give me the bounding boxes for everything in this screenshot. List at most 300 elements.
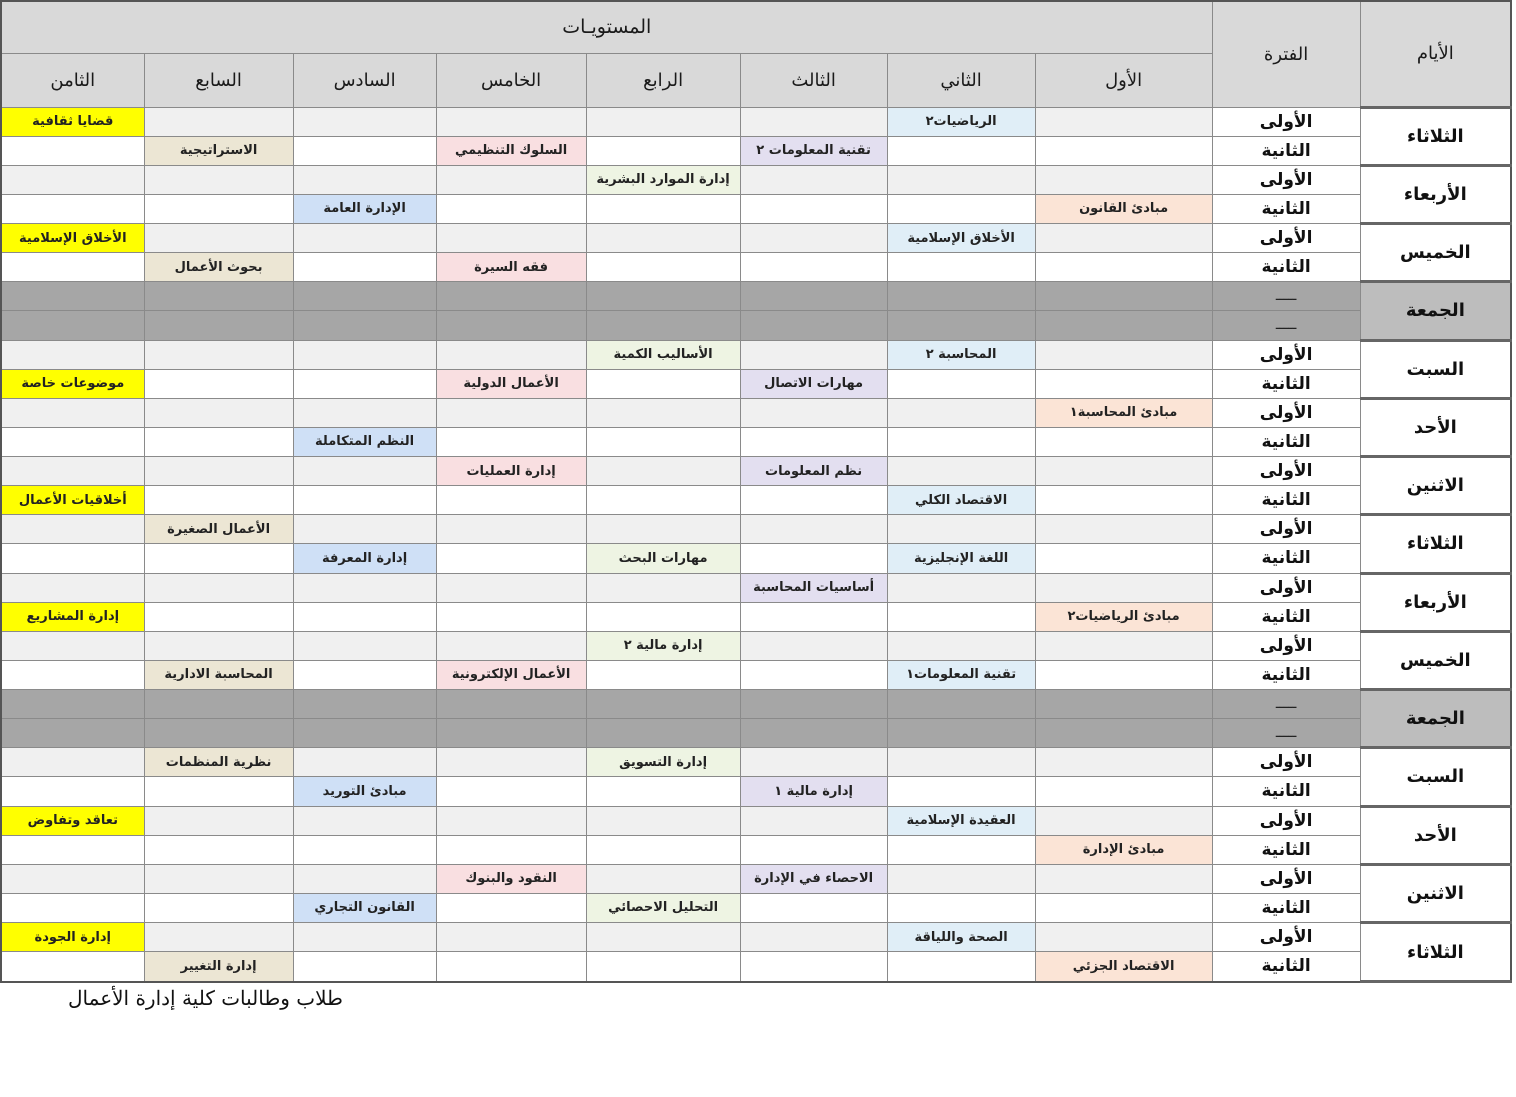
empty-cell	[436, 923, 586, 952]
empty-cell	[887, 777, 1035, 806]
empty-cell	[887, 864, 1035, 893]
empty-cell	[293, 398, 436, 427]
day-cell: الثلاثاء	[1360, 515, 1511, 573]
course-cell: المحاسبة الادارية	[144, 660, 293, 689]
empty-cell	[887, 457, 1035, 486]
empty-cell	[436, 573, 586, 602]
empty-cell	[1035, 690, 1212, 719]
period-cell: الثانية	[1212, 835, 1360, 864]
footer-note: طلاب وطالبات كلية إدارة الأعمال	[68, 986, 343, 1010]
empty-cell	[740, 719, 887, 748]
course-cell: الرياضيات٢	[887, 107, 1035, 136]
empty-cell	[740, 631, 887, 660]
empty-cell	[293, 253, 436, 282]
empty-cell	[144, 690, 293, 719]
empty-cell	[293, 224, 436, 253]
day-cell: الأحد	[1360, 398, 1511, 456]
empty-cell	[887, 952, 1035, 982]
schedule-row	[1, 224, 1511, 253]
empty-cell	[740, 311, 887, 340]
empty-cell	[1035, 923, 1212, 952]
empty-cell	[740, 893, 887, 922]
empty-cell	[144, 107, 293, 136]
empty-cell	[293, 835, 436, 864]
empty-cell	[436, 282, 586, 311]
empty-cell	[740, 194, 887, 223]
schedule-row	[1, 369, 1511, 398]
day-cell: الخميس	[1360, 224, 1511, 282]
empty-cell	[144, 806, 293, 835]
day-cell: الأربعاء	[1360, 573, 1511, 631]
period-cell: الثانية	[1212, 486, 1360, 515]
empty-cell	[1035, 893, 1212, 922]
empty-cell	[887, 253, 1035, 282]
empty-cell	[887, 690, 1035, 719]
course-cell: مبادئ التوريد	[293, 777, 436, 806]
empty-cell	[887, 136, 1035, 165]
empty-cell	[1035, 165, 1212, 194]
period-cell: الثانية	[1212, 136, 1360, 165]
empty-cell	[1, 748, 144, 777]
period-cell: الثانية	[1212, 602, 1360, 631]
period-cell: الأولى	[1212, 457, 1360, 486]
empty-cell	[1035, 457, 1212, 486]
course-cell: مهارات الاتصال	[740, 369, 887, 398]
empty-cell	[293, 602, 436, 631]
empty-cell	[740, 107, 887, 136]
empty-cell	[1, 952, 144, 982]
empty-cell	[1, 864, 144, 893]
empty-cell	[293, 923, 436, 952]
period-cell: الثانية	[1212, 369, 1360, 398]
schedule-row	[1, 194, 1511, 223]
period-cell: ـــــ	[1212, 690, 1360, 719]
period-cell: الأولى	[1212, 398, 1360, 427]
course-cell: الاقتصاد الجزئي	[1035, 952, 1212, 982]
empty-cell	[740, 660, 887, 689]
empty-cell	[436, 806, 586, 835]
empty-cell	[293, 515, 436, 544]
empty-cell	[436, 748, 586, 777]
empty-cell	[293, 340, 436, 369]
empty-cell	[740, 398, 887, 427]
course-cell: مبادئ الرياضيات٢	[1035, 602, 1212, 631]
day-cell: السبت	[1360, 340, 1511, 398]
empty-cell	[1, 253, 144, 282]
empty-cell	[436, 107, 586, 136]
course-cell: العقيدة الإسلامية	[887, 806, 1035, 835]
course-cell: الصحة واللياقة	[887, 923, 1035, 952]
empty-cell	[144, 923, 293, 952]
empty-cell	[740, 602, 887, 631]
empty-cell	[1, 282, 144, 311]
course-cell: اللغة الإنجليزية	[887, 544, 1035, 573]
course-cell: قضايا ثقافية	[1, 107, 144, 136]
course-cell: أساسيات المحاسبة	[740, 573, 887, 602]
course-cell: القانون التجاري	[293, 893, 436, 922]
course-cell: موضوعات خاصة	[1, 369, 144, 398]
empty-cell	[144, 165, 293, 194]
empty-cell	[1035, 748, 1212, 777]
empty-cell	[1035, 660, 1212, 689]
schedule-row	[1, 107, 1511, 136]
empty-cell	[1035, 631, 1212, 660]
course-cell: إدارة التسويق	[586, 748, 740, 777]
empty-cell	[1, 165, 144, 194]
course-cell: بحوث الأعمال	[144, 253, 293, 282]
empty-cell	[887, 369, 1035, 398]
empty-cell	[586, 835, 740, 864]
empty-cell	[887, 398, 1035, 427]
empty-cell	[1035, 253, 1212, 282]
course-cell: فقه السيرة	[436, 253, 586, 282]
empty-cell	[1035, 107, 1212, 136]
day-cell: الثلاثاء	[1360, 107, 1511, 165]
empty-cell	[1, 835, 144, 864]
empty-cell	[740, 690, 887, 719]
empty-cell	[586, 457, 740, 486]
period-header: الفترة	[1212, 1, 1360, 107]
empty-cell	[586, 398, 740, 427]
day-cell: الأربعاء	[1360, 165, 1511, 223]
empty-cell	[144, 194, 293, 223]
schedule-row	[1, 806, 1511, 835]
empty-cell	[740, 515, 887, 544]
empty-cell	[293, 748, 436, 777]
empty-cell	[436, 224, 586, 253]
schedule-row	[1, 340, 1511, 369]
empty-cell	[144, 573, 293, 602]
empty-cell	[586, 690, 740, 719]
empty-cell	[436, 777, 586, 806]
empty-cell	[1035, 224, 1212, 253]
empty-cell	[586, 194, 740, 223]
empty-cell	[293, 369, 436, 398]
day-cell: الجمعة	[1360, 690, 1511, 748]
empty-cell	[1035, 427, 1212, 456]
empty-cell	[1, 893, 144, 922]
empty-cell	[436, 194, 586, 223]
empty-cell	[144, 311, 293, 340]
empty-cell	[293, 486, 436, 515]
empty-cell	[436, 602, 586, 631]
course-cell: مبادئ الإدارة	[1035, 835, 1212, 864]
empty-cell	[436, 165, 586, 194]
empty-cell	[887, 311, 1035, 340]
period-cell: ـــــ	[1212, 311, 1360, 340]
empty-cell	[293, 165, 436, 194]
empty-cell	[586, 107, 740, 136]
empty-cell	[293, 311, 436, 340]
course-cell: إدارة مالية ١	[740, 777, 887, 806]
empty-cell	[586, 136, 740, 165]
schedule-row	[1, 660, 1511, 689]
day-cell: الاثنين	[1360, 864, 1511, 922]
empty-cell	[144, 631, 293, 660]
empty-cell	[1, 777, 144, 806]
empty-cell	[887, 194, 1035, 223]
empty-cell	[740, 282, 887, 311]
period-cell: الأولى	[1212, 923, 1360, 952]
empty-cell	[740, 748, 887, 777]
empty-cell	[887, 602, 1035, 631]
period-cell: الأولى	[1212, 340, 1360, 369]
empty-cell	[586, 253, 740, 282]
empty-cell	[293, 282, 436, 311]
schedule-row	[1, 544, 1511, 573]
empty-cell	[436, 311, 586, 340]
empty-cell	[144, 427, 293, 456]
empty-cell	[1, 340, 144, 369]
empty-cell	[293, 952, 436, 982]
empty-cell	[293, 660, 436, 689]
empty-cell	[1, 690, 144, 719]
period-cell: الأولى	[1212, 515, 1360, 544]
period-cell: ـــــ	[1212, 282, 1360, 311]
level-header: الأول	[1035, 53, 1212, 107]
empty-cell	[1, 660, 144, 689]
empty-cell	[586, 573, 740, 602]
level-header: الخامس	[436, 53, 586, 107]
course-cell: الأساليب الكمية	[586, 340, 740, 369]
course-cell: الاستراتيجية	[144, 136, 293, 165]
empty-cell	[144, 486, 293, 515]
empty-cell	[586, 660, 740, 689]
empty-cell	[1035, 544, 1212, 573]
course-cell: التحليل الاحصائي	[586, 893, 740, 922]
empty-cell	[436, 893, 586, 922]
period-cell: الثانية	[1212, 194, 1360, 223]
empty-cell	[586, 427, 740, 456]
schedule-row	[1, 311, 1511, 340]
empty-cell	[1035, 282, 1212, 311]
period-cell: الأولى	[1212, 107, 1360, 136]
course-cell: الأعمال الدولية	[436, 369, 586, 398]
empty-cell	[740, 340, 887, 369]
empty-cell	[1035, 573, 1212, 602]
schedule-row	[1, 486, 1511, 515]
period-cell: الثانية	[1212, 427, 1360, 456]
empty-cell	[144, 340, 293, 369]
day-cell: الخميس	[1360, 631, 1511, 689]
period-cell: الثانية	[1212, 253, 1360, 282]
schedule-row	[1, 427, 1511, 456]
empty-cell	[1, 194, 144, 223]
course-cell: النظم المتكاملة	[293, 427, 436, 456]
empty-cell	[144, 719, 293, 748]
course-cell: مبادئ القانون	[1035, 194, 1212, 223]
empty-cell	[436, 486, 586, 515]
empty-cell	[436, 719, 586, 748]
course-cell: الأعمال الإلكترونية	[436, 660, 586, 689]
period-cell: ـــــ	[1212, 719, 1360, 748]
empty-cell	[586, 602, 740, 631]
empty-cell	[586, 719, 740, 748]
empty-cell	[740, 952, 887, 982]
days-header: الأيام	[1360, 1, 1511, 107]
course-cell: إدارة الموارد البشرية	[586, 165, 740, 194]
empty-cell	[1, 398, 144, 427]
schedule-row	[1, 631, 1511, 660]
course-cell: الأخلاق الإسلامية	[1, 224, 144, 253]
empty-cell	[1, 136, 144, 165]
empty-cell	[586, 486, 740, 515]
empty-cell	[1035, 369, 1212, 398]
course-cell: نظم المعلومات	[740, 457, 887, 486]
empty-cell	[144, 282, 293, 311]
schedule-row	[1, 573, 1511, 602]
schedule-row	[1, 165, 1511, 194]
empty-cell	[293, 806, 436, 835]
empty-cell	[740, 165, 887, 194]
empty-cell	[144, 398, 293, 427]
empty-cell	[1, 631, 144, 660]
period-cell: الأولى	[1212, 224, 1360, 253]
schedule-row	[1, 748, 1511, 777]
period-cell: الثانية	[1212, 893, 1360, 922]
schedule-row	[1, 457, 1511, 486]
period-cell: الأولى	[1212, 631, 1360, 660]
day-cell: الثلاثاء	[1360, 923, 1511, 982]
empty-cell	[586, 282, 740, 311]
empty-cell	[887, 165, 1035, 194]
empty-cell	[1035, 311, 1212, 340]
schedule-row	[1, 602, 1511, 631]
course-cell: إدارة العمليات	[436, 457, 586, 486]
course-cell: المحاسبة ٢	[887, 340, 1035, 369]
level-header: الثالث	[740, 53, 887, 107]
course-cell: الأخلاق الإسلامية	[887, 224, 1035, 253]
empty-cell	[740, 806, 887, 835]
empty-cell	[740, 427, 887, 456]
day-cell: الاثنين	[1360, 457, 1511, 515]
empty-cell	[1, 457, 144, 486]
empty-cell	[586, 864, 740, 893]
day-cell: السبت	[1360, 748, 1511, 806]
empty-cell	[740, 835, 887, 864]
levels-header: المستويـات	[1, 1, 1212, 53]
empty-cell	[1, 573, 144, 602]
empty-cell	[436, 544, 586, 573]
empty-cell	[144, 544, 293, 573]
empty-cell	[436, 631, 586, 660]
period-cell: الأولى	[1212, 165, 1360, 194]
empty-cell	[293, 719, 436, 748]
empty-cell	[1035, 340, 1212, 369]
empty-cell	[1, 544, 144, 573]
level-header: الثاني	[887, 53, 1035, 107]
empty-cell	[144, 369, 293, 398]
empty-cell	[1035, 515, 1212, 544]
course-cell: النقود والبنوك	[436, 864, 586, 893]
empty-cell	[887, 719, 1035, 748]
schedule-row	[1, 864, 1511, 893]
period-cell: الثانية	[1212, 544, 1360, 573]
empty-cell	[293, 573, 436, 602]
empty-cell	[293, 107, 436, 136]
period-cell: الثانية	[1212, 660, 1360, 689]
course-cell: الاقتصاد الكلي	[887, 486, 1035, 515]
schedule-row	[1, 777, 1511, 806]
schedule-row	[1, 952, 1511, 982]
empty-cell	[436, 340, 586, 369]
schedule-row	[1, 515, 1511, 544]
day-cell: الأحد	[1360, 806, 1511, 864]
empty-cell	[1, 515, 144, 544]
course-cell: إدارة التغيير	[144, 952, 293, 982]
period-cell: الثانية	[1212, 777, 1360, 806]
day-cell: الجمعة	[1360, 282, 1511, 340]
period-cell: الثانية	[1212, 952, 1360, 982]
empty-cell	[586, 515, 740, 544]
level-header: السابع	[144, 53, 293, 107]
empty-cell	[586, 224, 740, 253]
empty-cell	[144, 835, 293, 864]
period-cell: الأولى	[1212, 806, 1360, 835]
empty-cell	[1035, 719, 1212, 748]
empty-cell	[1, 311, 144, 340]
empty-cell	[740, 923, 887, 952]
schedule-row	[1, 282, 1511, 311]
empty-cell	[887, 282, 1035, 311]
empty-cell	[887, 631, 1035, 660]
schedule-row	[1, 835, 1511, 864]
empty-cell	[1035, 777, 1212, 806]
empty-cell	[293, 864, 436, 893]
empty-cell	[740, 486, 887, 515]
empty-cell	[293, 136, 436, 165]
empty-cell	[887, 515, 1035, 544]
course-cell: إدارة الجودة	[1, 923, 144, 952]
period-cell: الأولى	[1212, 573, 1360, 602]
empty-cell	[144, 864, 293, 893]
empty-cell	[740, 253, 887, 282]
empty-cell	[1035, 864, 1212, 893]
empty-cell	[293, 457, 436, 486]
empty-cell	[887, 427, 1035, 456]
empty-cell	[436, 690, 586, 719]
course-cell: الاحصاء في الإدارة	[740, 864, 887, 893]
course-cell: إدارة مالية ٢	[586, 631, 740, 660]
course-cell: مبادئ المحاسبة١	[1035, 398, 1212, 427]
empty-cell	[293, 631, 436, 660]
empty-cell	[887, 573, 1035, 602]
empty-cell	[1, 719, 144, 748]
empty-cell	[144, 457, 293, 486]
empty-cell	[586, 311, 740, 340]
course-cell: تعاقد وتفاوض	[1, 806, 144, 835]
level-header: السادس	[293, 53, 436, 107]
course-cell: تقنية المعلومات ٢	[740, 136, 887, 165]
course-cell: السلوك التنظيمي	[436, 136, 586, 165]
schedule-row	[1, 719, 1511, 748]
empty-cell	[436, 952, 586, 982]
schedule-row	[1, 253, 1511, 282]
empty-cell	[436, 398, 586, 427]
empty-cell	[293, 690, 436, 719]
level-header: الرابع	[586, 53, 740, 107]
schedule-row	[1, 893, 1511, 922]
course-cell: الإدارة العامة	[293, 194, 436, 223]
schedule-row	[1, 398, 1511, 427]
course-cell: تقنية المعلومات١	[887, 660, 1035, 689]
course-cell: إدارة المعرفة	[293, 544, 436, 573]
schedule-row	[1, 690, 1511, 719]
empty-cell	[1035, 806, 1212, 835]
empty-cell	[144, 777, 293, 806]
empty-cell	[144, 602, 293, 631]
empty-cell	[887, 748, 1035, 777]
